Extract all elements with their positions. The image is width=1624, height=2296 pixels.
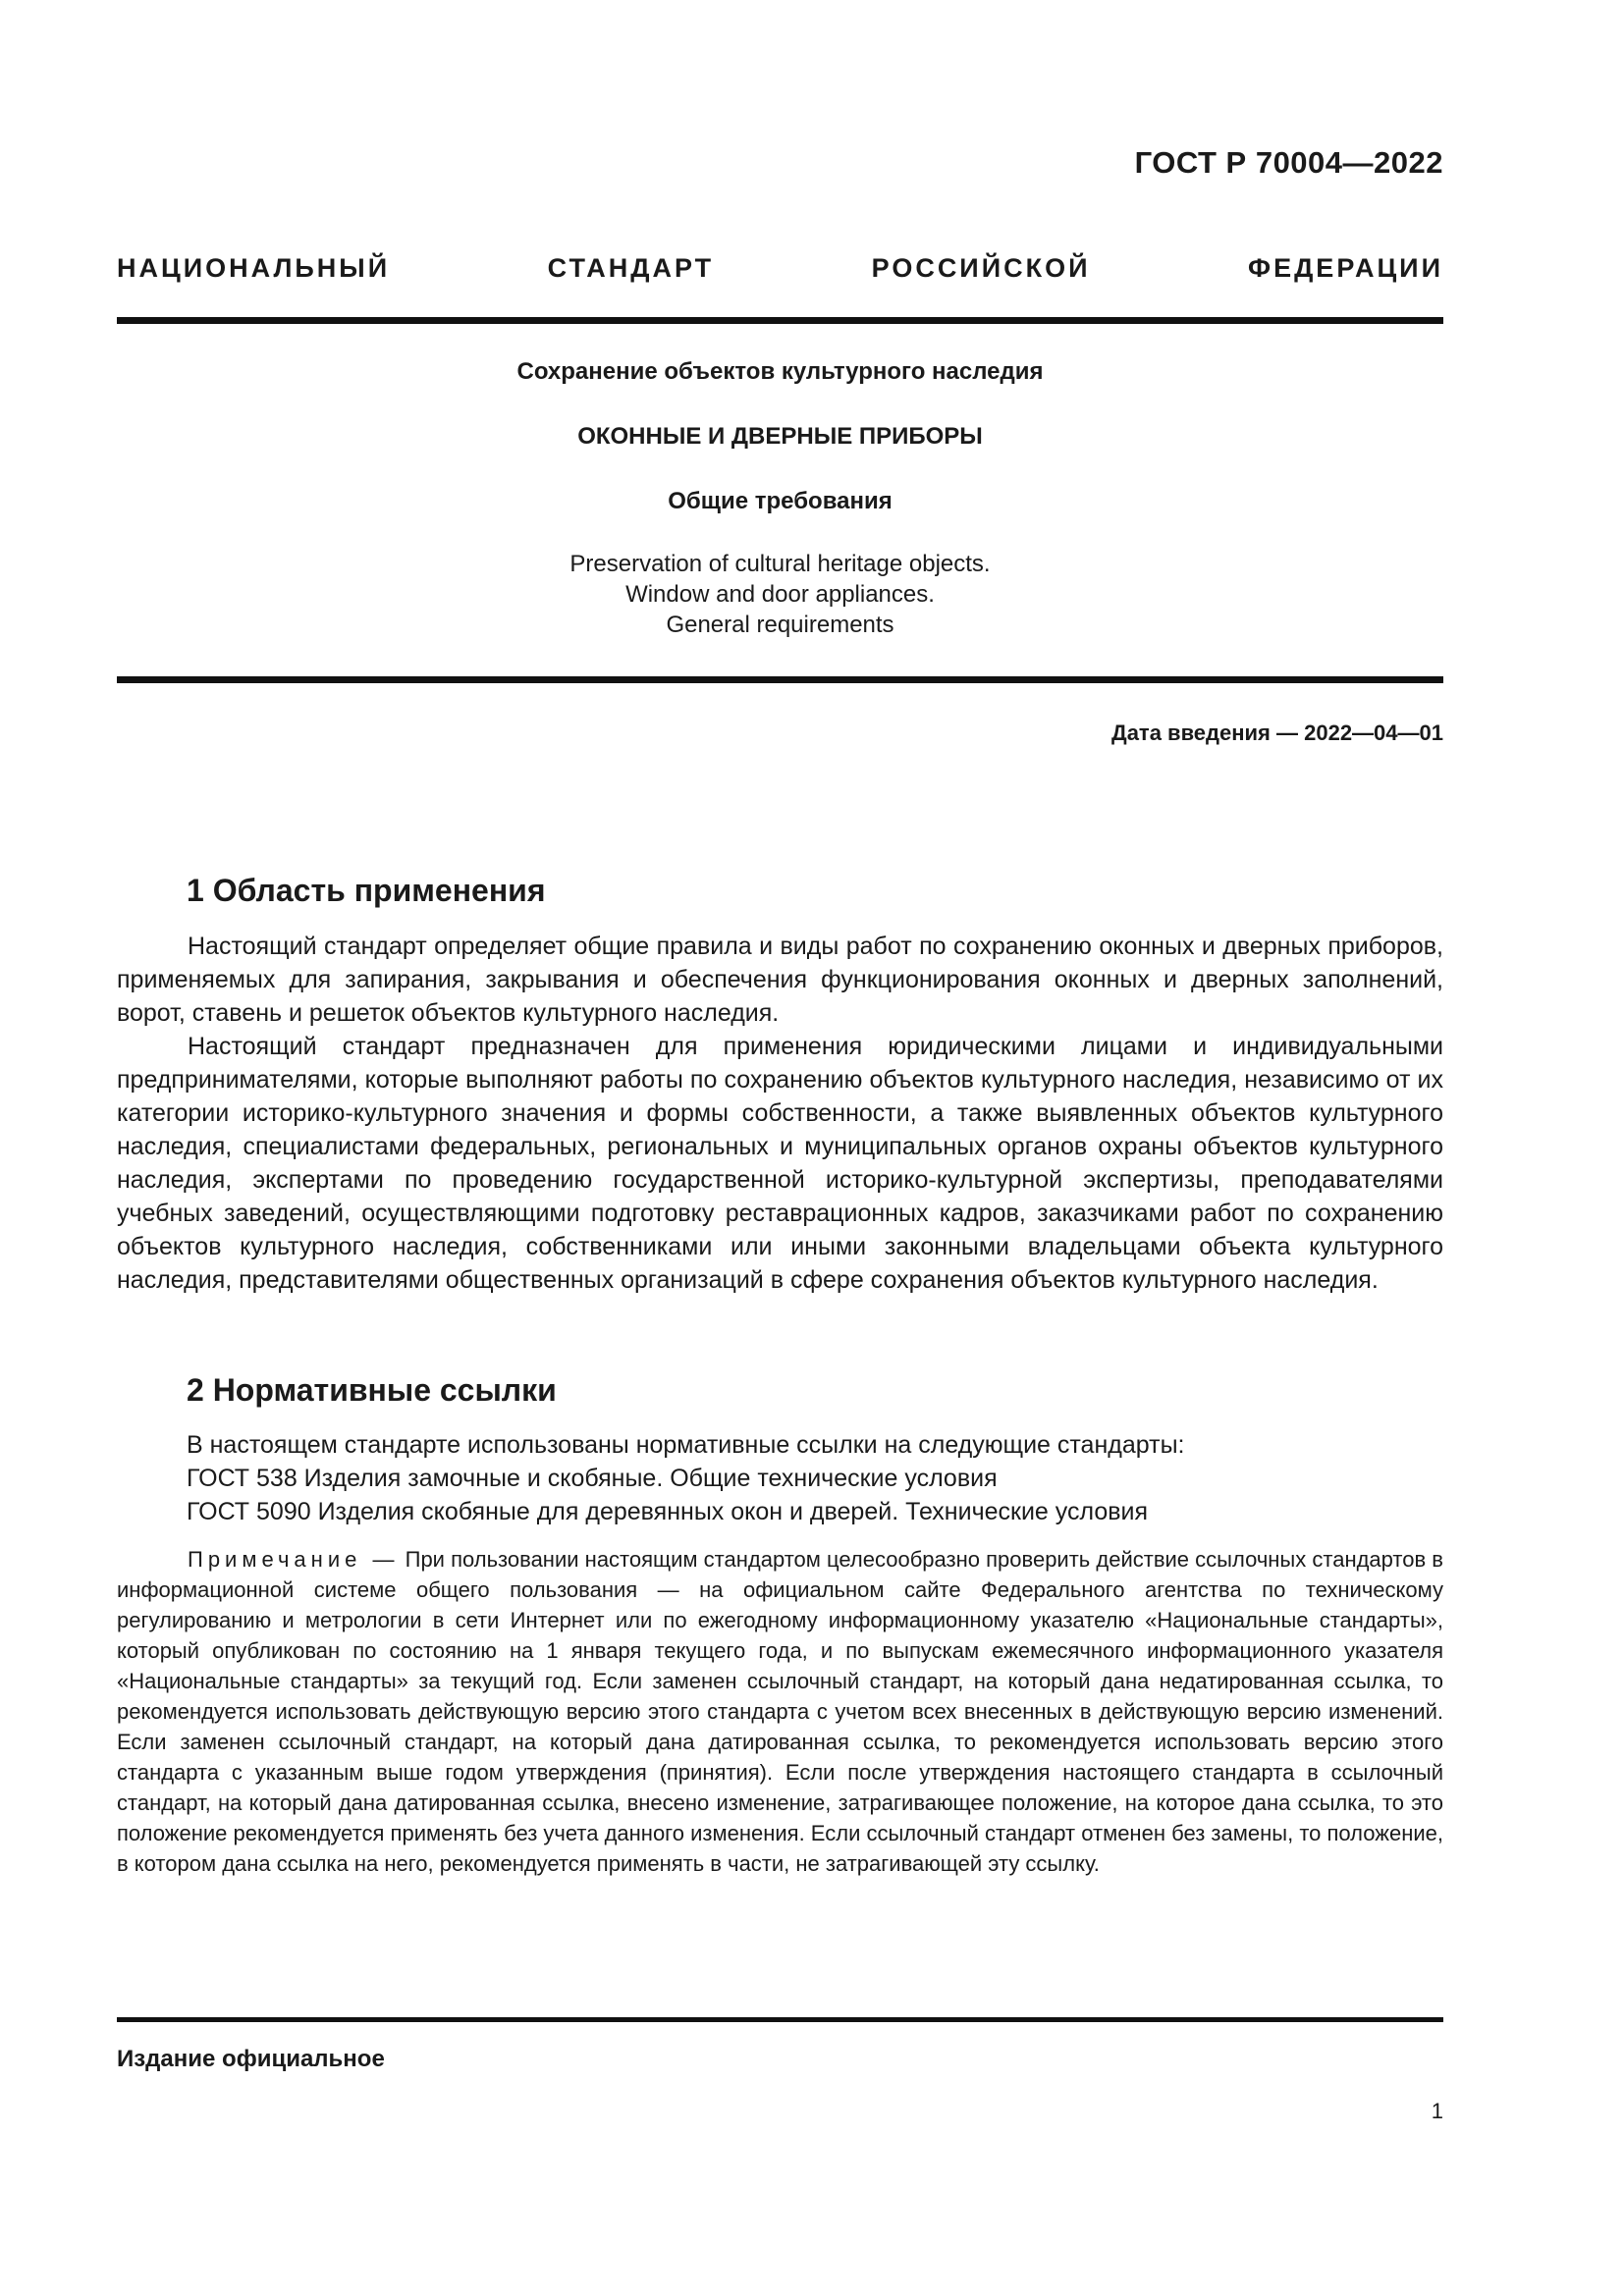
note-label: Примечание — [188,1547,400,1572]
note-text: При пользовании настоящим стандартом целесообразно проверить действие ссылочных стандартов в информационной системе общего пользования — на официальном сайте Федерального агентства по техническому регулированию и метрологии в сети Интернет или по ежегодному информационному указателю «Национальные стандарты», который опубликован по состоянию на 1 января текущего года, и по выпускам ежемесячного информационного указателя «Национальные стандарты» за текущий год. Если заменен ссылочный стандарт, на который дана недатированная ссылка, то рекомендуется использовать действующую версию этого стандарта с учетом всех внесенных в действующую версию изменений. Если заменен ссылочный стандарт, на который дана датированная ссылка, то рекомендуется использовать версию этого стандарта с указанным выше годом утверждения (принятия). Если после утверждения настоящего стандарта в ссылочный стандарт, на который дана датированная ссылка, внесено изменение, затрагивающее положение, на которое дана ссылка, то это положение рекомендуется применять без учета данного изменения. Если ссылочный стандарт отменен без замены, то положение, в котором дана ссылка на него, рекомендуется применять в части, не затрагивающей эту ссылку. [117,1547,1443,1876]
section-1-heading: 1 Область применения [187,873,546,908]
bottom-rule [117,2017,1443,2022]
official-edition-label: Издание официальное [117,2046,385,2072]
top-rule [117,317,1443,324]
english-title-line-2: Window and door appliances. [625,581,935,608]
middle-rule [117,676,1443,683]
section-1-paragraph-2: Настоящий стандарт предназначен для применения юридическими лицами и индивидуальными предпринимателями, которые выполняют работы по сохранению объектов культурного наследия, независимо от их категории историко-культурного значения и формы собственности, а также выявленных объектов культурного наследия, специалистами федеральных, региональных и муниципальных органов охраны объектов культурного наследия, экспертами по проведению государственной историко-культурной экспертизы, преподавателями учебных заведений, осуществляющими подготовку реставрационных кадров, заказчиками работ по сохранению объектов культурного наследия, собственниками или иными законными владельцами объекта культурного наследия, представителями общественных организаций в сфере сохранения объектов культурного наследия. [117,1033,1443,1294]
title-line-1: Сохранение объектов культурного наследия [516,358,1044,385]
references-intro: В настоящем стандарте использованы нормативные ссылки на следующие стандарты: [187,1431,1185,1459]
page-number: 1 [1431,2099,1443,2123]
title-line-3: Общие требования [668,488,893,514]
reference-item: ГОСТ 538 Изделия замочные и скобяные. Общие технические условия [187,1465,998,1492]
document-code: ГОСТ Р 70004—2022 [1134,145,1443,180]
english-title-line-1: Preservation of cultural heritage objects. [569,551,991,577]
section-2-heading: 2 Нормативные ссылки [187,1372,557,1408]
references-note [117,1544,1443,1879]
section-1-body [117,930,1443,1297]
section-1-paragraph-1: Настоящий стандарт определяет общие правила и виды работ по сохранению оконных и дверных приборов, применяемых для запирания, закрывания и обеспечения функционирования оконных и дверных заполнений, ворот, ставень и решеток объектов культурного наследия. [117,933,1443,1027]
introduction-date: Дата введения — 2022—04—01 [1111,721,1443,745]
english-title [117,549,1443,640]
title-line-2: ОКОННЫЕ И ДВЕРНЫЕ ПРИБОРЫ [577,423,983,450]
reference-item: ГОСТ 5090 Изделия скобяные для деревянных окон и дверей. Технические условия [187,1498,1149,1525]
english-title-line-3: General requirements [666,612,894,638]
national-standard-banner: НАЦИОНАЛЬНЫЙ СТАНДАРТ РОССИЙСКОЙ ФЕДЕРАЦИИ [117,253,1443,283]
normative-references [187,1428,1443,1528]
